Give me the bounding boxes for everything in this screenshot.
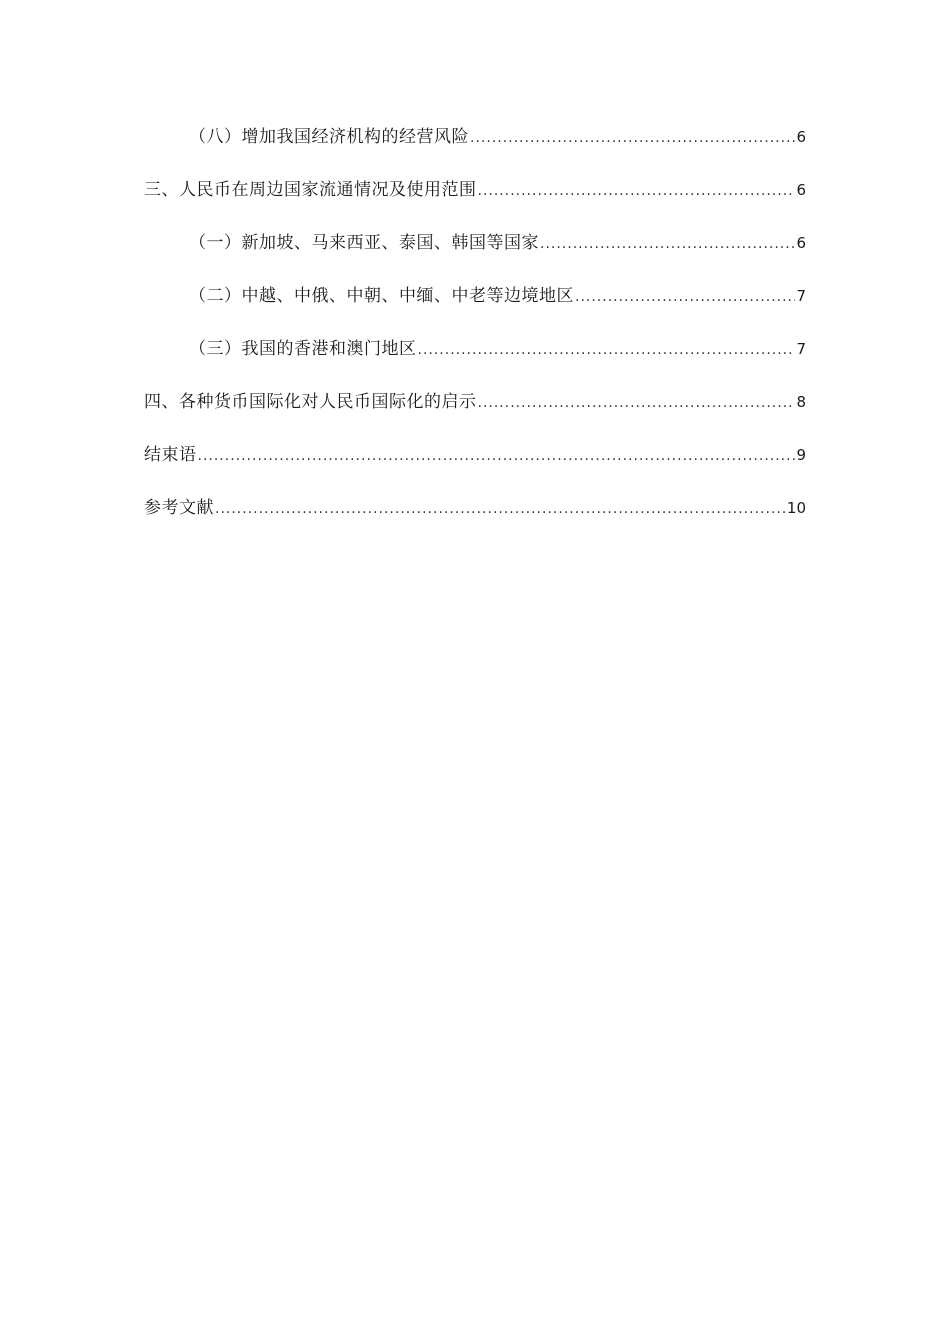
toc-entry-page-number: 6 — [796, 128, 806, 146]
toc-entry[interactable] — [144, 493, 806, 546]
toc-dot-leader — [215, 494, 786, 524]
toc-dot-leader — [478, 176, 796, 206]
toc-entry-title: 四、各种货币国际化对人民币国际化的启示 — [144, 392, 477, 412]
toc-entry[interactable] — [144, 387, 806, 440]
toc-entry-title: （二）中越、中俄、中朝、中缅、中老等边境地区 — [189, 286, 574, 306]
toc-dot-leader — [540, 229, 795, 259]
toc-entry-title: 结束语 — [144, 445, 197, 465]
toc-entry-title: 三、人民币在周边国家流通情况及使用范围 — [144, 180, 477, 200]
toc-entry[interactable] — [144, 281, 806, 334]
toc-entry-title: （一）新加坡、马来西亚、泰国、韩国等国家 — [189, 233, 539, 253]
toc-entry-page-number: 7 — [796, 287, 806, 305]
toc-entry-page-number: 6 — [796, 234, 806, 252]
toc-dot-leader — [418, 335, 796, 365]
toc-entry-title: （八）增加我国经济机构的经营风险 — [189, 127, 469, 147]
toc-entry[interactable] — [144, 334, 806, 387]
toc-entry-page-number: 7 — [796, 340, 806, 358]
toc-entry-title: （三）我国的香港和澳门地区 — [189, 339, 417, 359]
toc-entry[interactable] — [144, 440, 806, 493]
toc-entry-page-number: 9 — [796, 446, 806, 464]
toc-entry-page-number: 6 — [796, 181, 806, 199]
table-of-contents — [144, 122, 806, 546]
toc-dot-leader — [198, 441, 796, 471]
toc-entry[interactable] — [144, 122, 806, 175]
toc-entry-title: 参考文献 — [144, 498, 214, 518]
toc-entry-page-number: 10 — [786, 499, 806, 517]
toc-dot-leader — [470, 123, 795, 153]
toc-entry-page-number: 8 — [796, 393, 806, 411]
toc-dot-leader — [575, 282, 795, 312]
toc-dot-leader — [478, 388, 796, 418]
toc-entry[interactable] — [144, 228, 806, 281]
toc-entry[interactable] — [144, 175, 806, 228]
